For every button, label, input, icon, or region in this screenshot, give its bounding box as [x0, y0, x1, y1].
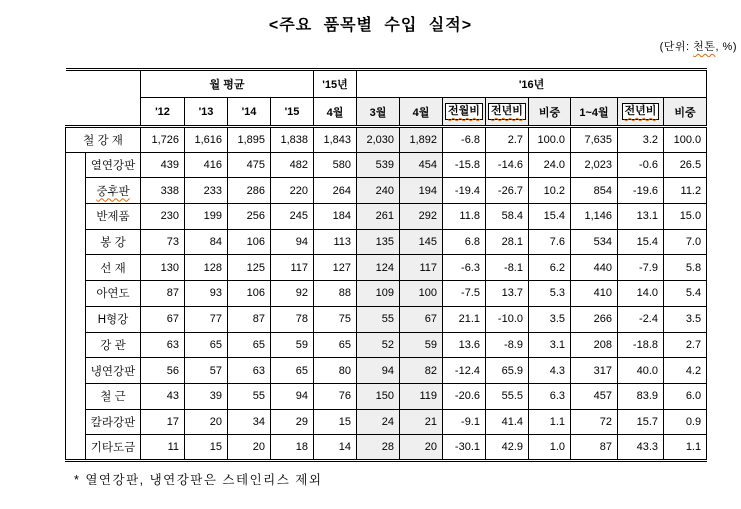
corner-cell — [66, 70, 141, 127]
value-cell: 119 — [400, 383, 443, 409]
value-cell: 2.7 — [486, 127, 529, 153]
value-cell: 56 — [141, 358, 185, 384]
row-label-text: 중후판 — [96, 185, 130, 198]
row-indent — [66, 204, 86, 230]
value-cell: 6.8 — [443, 229, 486, 255]
value-cell: 15 — [185, 435, 228, 461]
table-row — [66, 152, 707, 178]
value-cell: 125 — [228, 255, 271, 281]
row-label: 봉 강 — [86, 229, 141, 255]
column-header: 비중 — [664, 98, 707, 127]
value-cell: -20.6 — [443, 383, 486, 409]
table-row — [66, 255, 707, 281]
value-cell: 55 — [228, 383, 271, 409]
table-row — [66, 332, 707, 358]
value-cell: 15.7 — [618, 409, 664, 435]
value-cell: 416 — [185, 152, 228, 178]
value-cell: 24.0 — [529, 152, 571, 178]
row-label: 기타도금 — [86, 435, 141, 461]
value-cell: 73 — [141, 229, 185, 255]
value-cell: 3.2 — [618, 127, 664, 153]
value-cell: -14.6 — [486, 152, 529, 178]
value-cell: 7.6 — [529, 229, 571, 255]
value-cell: -26.7 — [486, 178, 529, 204]
row-indent — [66, 281, 86, 307]
value-cell: 100 — [400, 281, 443, 307]
value-cell: -15.8 — [443, 152, 486, 178]
value-cell: 11.2 — [664, 178, 707, 204]
table-row — [66, 383, 707, 409]
page-title: <주요 품목별 수입 실적> — [268, 17, 473, 34]
value-cell: -8.1 — [486, 255, 529, 281]
value-cell: 40.0 — [618, 358, 664, 384]
column-header: 3월 — [357, 98, 400, 127]
value-cell: 100.0 — [664, 127, 707, 153]
value-cell: 0.9 — [664, 409, 707, 435]
value-cell: 1,726 — [141, 127, 185, 153]
value-cell: 1,146 — [571, 204, 618, 230]
value-cell: 1,892 — [400, 127, 443, 153]
value-cell: 26.5 — [664, 152, 707, 178]
value-cell: 24 — [357, 409, 400, 435]
row-label: 냉연강판 — [86, 358, 141, 384]
header-group-row — [66, 70, 707, 98]
value-cell: 55.5 — [486, 383, 529, 409]
value-cell: 6.3 — [529, 383, 571, 409]
value-cell: 1,616 — [185, 127, 228, 153]
value-cell: -6.8 — [443, 127, 486, 153]
value-cell: 482 — [271, 152, 314, 178]
value-cell: 317 — [571, 358, 618, 384]
value-cell: 84 — [185, 229, 228, 255]
value-cell: 65.9 — [486, 358, 529, 384]
value-cell: 410 — [571, 281, 618, 307]
value-cell: 58.4 — [486, 204, 529, 230]
row-indent — [66, 152, 86, 178]
value-cell: 127 — [314, 255, 357, 281]
row-label: 아연도 — [86, 281, 141, 307]
value-cell: 10.2 — [529, 178, 571, 204]
row-label: H형강 — [86, 306, 141, 332]
value-cell: 67 — [141, 306, 185, 332]
value-cell: 454 — [400, 152, 443, 178]
value-cell: -0.6 — [618, 152, 664, 178]
value-cell: 128 — [185, 255, 228, 281]
value-cell: 5.4 — [664, 281, 707, 307]
value-cell: 75 — [314, 306, 357, 332]
value-cell: -9.1 — [443, 409, 486, 435]
value-cell: 5.8 — [664, 255, 707, 281]
column-header: 4월 — [314, 98, 357, 127]
value-cell: 42.9 — [486, 435, 529, 461]
value-cell: 29 — [271, 409, 314, 435]
value-cell: 63 — [228, 358, 271, 384]
row-indent — [66, 358, 86, 384]
value-cell: 208 — [571, 332, 618, 358]
value-cell: 20 — [400, 435, 443, 461]
value-cell: 199 — [185, 204, 228, 230]
column-header: 1~4월 — [571, 98, 618, 127]
column-header: 비중 — [529, 98, 571, 127]
value-cell: 94 — [271, 229, 314, 255]
value-cell: 6.0 — [664, 383, 707, 409]
value-cell: 65 — [314, 332, 357, 358]
value-cell: 3.5 — [529, 306, 571, 332]
value-cell: 106 — [228, 281, 271, 307]
unit-note-prefix: (단위: — [659, 41, 694, 53]
value-cell: 440 — [571, 255, 618, 281]
table-row — [66, 358, 707, 384]
value-cell: 67 — [400, 306, 443, 332]
value-cell: 92 — [271, 281, 314, 307]
unit-note-underlined: 천톤 — [693, 41, 716, 53]
value-cell: 59 — [400, 332, 443, 358]
value-cell: 109 — [357, 281, 400, 307]
table-row — [66, 178, 707, 204]
value-cell: 338 — [141, 178, 185, 204]
column-header: '14 — [228, 98, 271, 127]
value-cell: 15.4 — [529, 204, 571, 230]
value-cell: 11.8 — [443, 204, 486, 230]
value-cell: 43.3 — [618, 435, 664, 461]
value-cell: 135 — [357, 229, 400, 255]
value-cell: 28.1 — [486, 229, 529, 255]
value-cell: 194 — [400, 178, 443, 204]
value-cell: 266 — [571, 306, 618, 332]
value-cell: 76 — [314, 383, 357, 409]
header-monthly-average: 월 평균 — [141, 70, 314, 98]
value-cell: 150 — [357, 383, 400, 409]
value-cell: 65 — [271, 358, 314, 384]
value-cell: 43 — [141, 383, 185, 409]
value-cell: 2.7 — [664, 332, 707, 358]
value-cell: 20 — [228, 435, 271, 461]
value-cell: 52 — [357, 332, 400, 358]
value-cell: 59 — [271, 332, 314, 358]
row-indent — [66, 383, 86, 409]
column-header — [443, 98, 486, 127]
value-cell: -19.4 — [443, 178, 486, 204]
row-indent — [66, 306, 86, 332]
value-cell: 534 — [571, 229, 618, 255]
value-cell: 17 — [141, 409, 185, 435]
value-cell: 3.5 — [664, 306, 707, 332]
value-cell: 184 — [314, 204, 357, 230]
value-cell: 87 — [228, 306, 271, 332]
value-cell: 1.1 — [664, 435, 707, 461]
header-year-2015: '15년 — [314, 70, 357, 98]
value-cell: 41.4 — [486, 409, 529, 435]
value-cell: 7.0 — [664, 229, 707, 255]
value-cell: 63 — [141, 332, 185, 358]
row-label: 열연강판 — [86, 152, 141, 178]
value-cell: 20 — [185, 409, 228, 435]
value-cell: 5.3 — [529, 281, 571, 307]
value-cell: 1,843 — [314, 127, 357, 153]
value-cell: -8.9 — [486, 332, 529, 358]
unit-note — [660, 38, 737, 54]
column-header-boxed-label: 전년비 — [622, 103, 660, 120]
value-cell: 220 — [271, 178, 314, 204]
value-cell: 55 — [357, 306, 400, 332]
row-indent — [66, 409, 86, 435]
value-cell: 106 — [228, 229, 271, 255]
value-cell: 65 — [228, 332, 271, 358]
row-label: 철 강 재 — [66, 127, 141, 153]
value-cell: 13.7 — [486, 281, 529, 307]
row-label: 선 재 — [86, 255, 141, 281]
value-cell: 88 — [314, 281, 357, 307]
value-cell: 14 — [314, 435, 357, 461]
unit-note-suffix: , %) — [715, 41, 737, 53]
row-label — [86, 178, 141, 204]
row-label: 강 관 — [86, 332, 141, 358]
value-cell: -6.3 — [443, 255, 486, 281]
column-header-boxed-label: 전월비 — [445, 103, 483, 120]
value-cell: -12.4 — [443, 358, 486, 384]
value-cell: 130 — [141, 255, 185, 281]
value-cell: 854 — [571, 178, 618, 204]
value-cell: 80 — [314, 358, 357, 384]
column-header — [486, 98, 529, 127]
table-row — [66, 229, 707, 255]
value-cell: 6.2 — [529, 255, 571, 281]
value-cell: 57 — [185, 358, 228, 384]
value-cell: 117 — [271, 255, 314, 281]
value-cell: 21 — [400, 409, 443, 435]
table-row — [66, 306, 707, 332]
value-cell: -30.1 — [443, 435, 486, 461]
value-cell: 539 — [357, 152, 400, 178]
value-cell: 1.1 — [529, 409, 571, 435]
value-cell: 264 — [314, 178, 357, 204]
value-cell: 2,023 — [571, 152, 618, 178]
value-cell: 100.0 — [529, 127, 571, 153]
value-cell: 87 — [141, 281, 185, 307]
row-indent — [66, 229, 86, 255]
value-cell: 1.0 — [529, 435, 571, 461]
value-cell: 4.2 — [664, 358, 707, 384]
value-cell: 113 — [314, 229, 357, 255]
value-cell: 15.0 — [664, 204, 707, 230]
value-cell: 2,030 — [357, 127, 400, 153]
value-cell: -18.8 — [618, 332, 664, 358]
column-header-boxed-label: 전년비 — [488, 103, 526, 120]
value-cell: 11 — [141, 435, 185, 461]
value-cell: -7.9 — [618, 255, 664, 281]
value-cell: -19.6 — [618, 178, 664, 204]
table-row — [66, 204, 707, 230]
value-cell: 13.1 — [618, 204, 664, 230]
value-cell: 94 — [357, 358, 400, 384]
value-cell: 14.0 — [618, 281, 664, 307]
row-label: 철 근 — [86, 383, 141, 409]
value-cell: 439 — [141, 152, 185, 178]
value-cell: 93 — [185, 281, 228, 307]
table-row — [66, 127, 707, 153]
row-indent — [66, 178, 86, 204]
column-header: 4월 — [400, 98, 443, 127]
value-cell: 1,895 — [228, 127, 271, 153]
header-year-2016: '16년 — [357, 70, 707, 98]
table-row — [66, 281, 707, 307]
value-cell: 580 — [314, 152, 357, 178]
value-cell: 457 — [571, 383, 618, 409]
value-cell: 21.1 — [443, 306, 486, 332]
value-cell: -7.5 — [443, 281, 486, 307]
value-cell: 7,635 — [571, 127, 618, 153]
footnote: * 열연강판, 냉연강판은 스테인리스 제외 — [74, 473, 323, 487]
value-cell: 145 — [400, 229, 443, 255]
value-cell: -10.0 — [486, 306, 529, 332]
value-cell: 233 — [185, 178, 228, 204]
column-header: '13 — [185, 98, 228, 127]
value-cell: 3.1 — [529, 332, 571, 358]
column-header: '15 — [271, 98, 314, 127]
table-row — [66, 409, 707, 435]
row-indent — [66, 332, 86, 358]
value-cell: 18 — [271, 435, 314, 461]
value-cell: 94 — [271, 383, 314, 409]
value-cell: 475 — [228, 152, 271, 178]
value-cell: 292 — [400, 204, 443, 230]
value-cell: 83.9 — [618, 383, 664, 409]
value-cell: 256 — [228, 204, 271, 230]
value-cell: 78 — [271, 306, 314, 332]
value-cell: 34 — [228, 409, 271, 435]
value-cell: 230 — [141, 204, 185, 230]
header-column-row — [66, 98, 707, 127]
table-row — [66, 435, 707, 461]
value-cell: 15.4 — [618, 229, 664, 255]
value-cell: 240 — [357, 178, 400, 204]
value-cell: 4.3 — [529, 358, 571, 384]
value-cell: 39 — [185, 383, 228, 409]
value-cell: 286 — [228, 178, 271, 204]
value-cell: 13.6 — [443, 332, 486, 358]
value-cell: 1,838 — [271, 127, 314, 153]
value-cell: 124 — [357, 255, 400, 281]
import-performance-table — [65, 68, 707, 462]
value-cell: 117 — [400, 255, 443, 281]
value-cell: 261 — [357, 204, 400, 230]
row-indent — [66, 435, 86, 461]
row-indent — [66, 255, 86, 281]
value-cell: -2.4 — [618, 306, 664, 332]
value-cell: 82 — [400, 358, 443, 384]
value-cell: 72 — [571, 409, 618, 435]
row-label: 반제품 — [86, 204, 141, 230]
value-cell: 15 — [314, 409, 357, 435]
value-cell: 77 — [185, 306, 228, 332]
column-header — [618, 98, 664, 127]
row-label: 칼라강판 — [86, 409, 141, 435]
value-cell: 245 — [271, 204, 314, 230]
value-cell: 87 — [571, 435, 618, 461]
value-cell: 65 — [185, 332, 228, 358]
column-header: '12 — [141, 98, 185, 127]
value-cell: 28 — [357, 435, 400, 461]
